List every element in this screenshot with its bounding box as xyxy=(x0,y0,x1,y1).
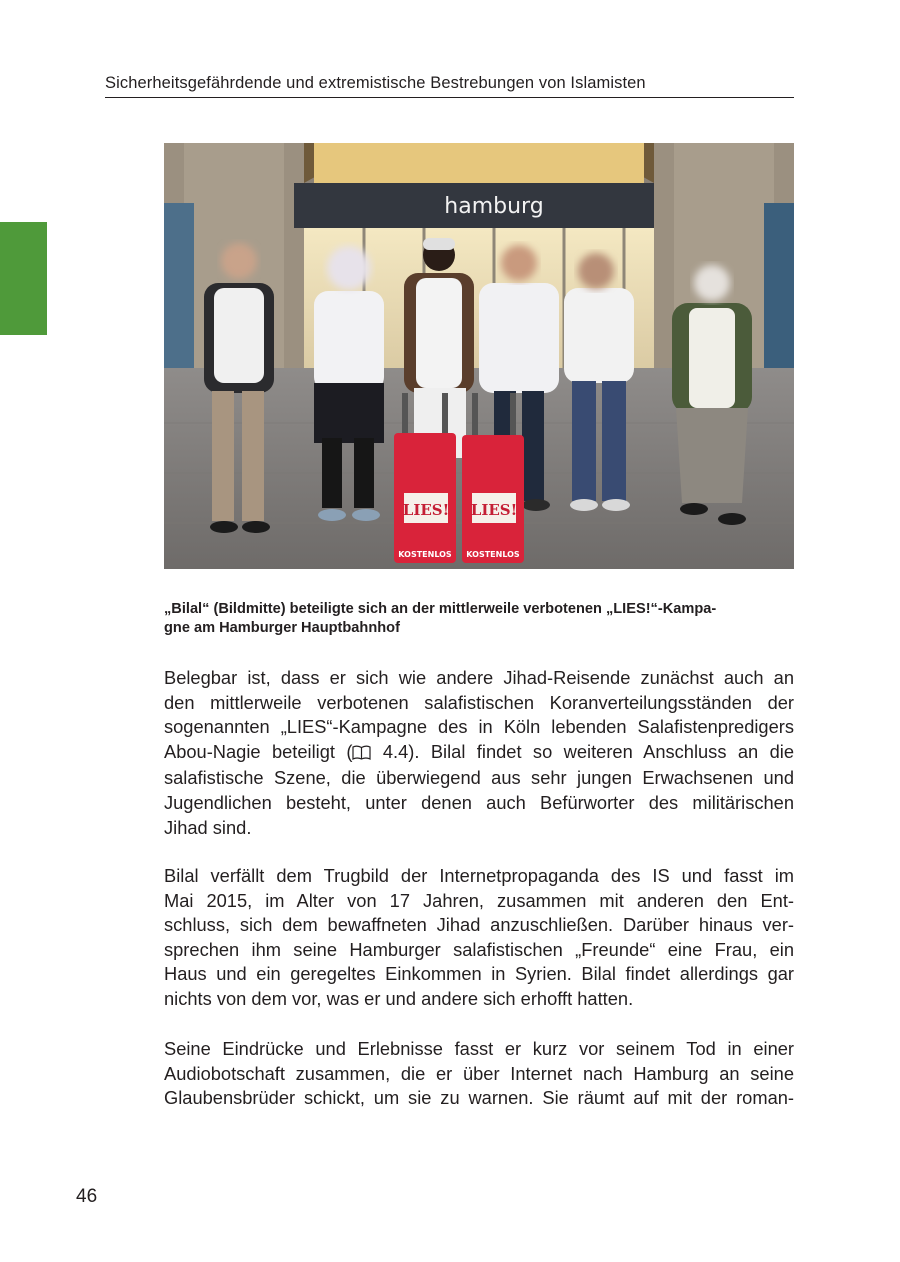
book-reference-icon xyxy=(352,742,371,767)
text-line: Jugendlichen besteht, unter denen auch Befürworter des militärischen xyxy=(164,791,794,813)
text-line: sprechen ihm seine Hamburger salafistischen „Freunde“ eine Frau, ein xyxy=(164,938,794,960)
photo-caption xyxy=(164,600,794,638)
text-line: Bilal verfällt dem Trugbild der Internetpropaganda des IS und fasst im xyxy=(164,865,794,886)
text-line: salafistische Szene, die überwiegend aus sehr jungen Erwachsenen und xyxy=(164,767,794,789)
text-line: Audiobotschaft zusammen, die er über Internet nach Hamburg an seine xyxy=(164,1062,794,1084)
text-line: nichts von dem vor, was er und andere sich erhofft hatten. xyxy=(164,987,634,1009)
caption-line: gne am Hamburger Hauptbahnhof xyxy=(164,620,400,636)
text-line: sogenannten „LIES“-Kampagne des in Köln lebenden Salafistenpredigers xyxy=(164,716,794,738)
paragraph-2 xyxy=(164,864,794,1012)
running-header: Sicherheitsgefährdende und extremistische Bestrebungen von Islamisten xyxy=(105,74,794,98)
caption-line: „Bilal“ (Bildmitte) beteiligte sich an der mittlerweile verbotenen „LIES!“-Kampa- xyxy=(164,601,717,617)
paragraph-3 xyxy=(164,1037,794,1111)
shop-sign: hamburg xyxy=(444,194,544,219)
campaign-photo xyxy=(164,143,794,569)
svg-text:KOSTENLOS: KOSTENLOS xyxy=(398,550,452,559)
text-line: Glaubensbrüder schickt, um sie zu warnen. Sie räumt auf mit der roman- xyxy=(164,1087,794,1109)
text-line: Mai 2015, im Alter von 17 Jahren, zusammen mit anderen den Ent- xyxy=(164,889,794,911)
text-line: Belegbar ist, dass er sich wie andere Jihad-Reisende zunächst auch an xyxy=(164,667,794,688)
page-number: 46 xyxy=(76,1186,98,1207)
paragraph-1 xyxy=(164,666,794,840)
svg-text:LIES!: LIES! xyxy=(470,501,518,519)
text-line: Haus und ein geregeltes Einkommen in Syrien. Bilal findet allerdings gar xyxy=(164,963,794,985)
text-line: den mittlerweile verbotenen salafistischen Koranverteilungsständen der xyxy=(164,691,794,713)
text-line: Jihad sind. xyxy=(164,816,252,838)
svg-text:KOSTENLOS: KOSTENLOS xyxy=(466,550,520,559)
text-line-with-reference: Abou-Nagie beteiligt ( 4.4). Bilal findet so weiteren Anschluss an die xyxy=(164,740,794,767)
text-line: schluss, sich dem bewaffneten Jihad anzuschließen. Darüber hinaus ver- xyxy=(164,914,794,936)
svg-text:LIES!: LIES! xyxy=(402,501,450,519)
text-line: Seine Eindrücke und Erlebnisse fasst er kurz vor seinem Tod in einer xyxy=(164,1038,794,1059)
chapter-tab-marker xyxy=(0,222,47,335)
